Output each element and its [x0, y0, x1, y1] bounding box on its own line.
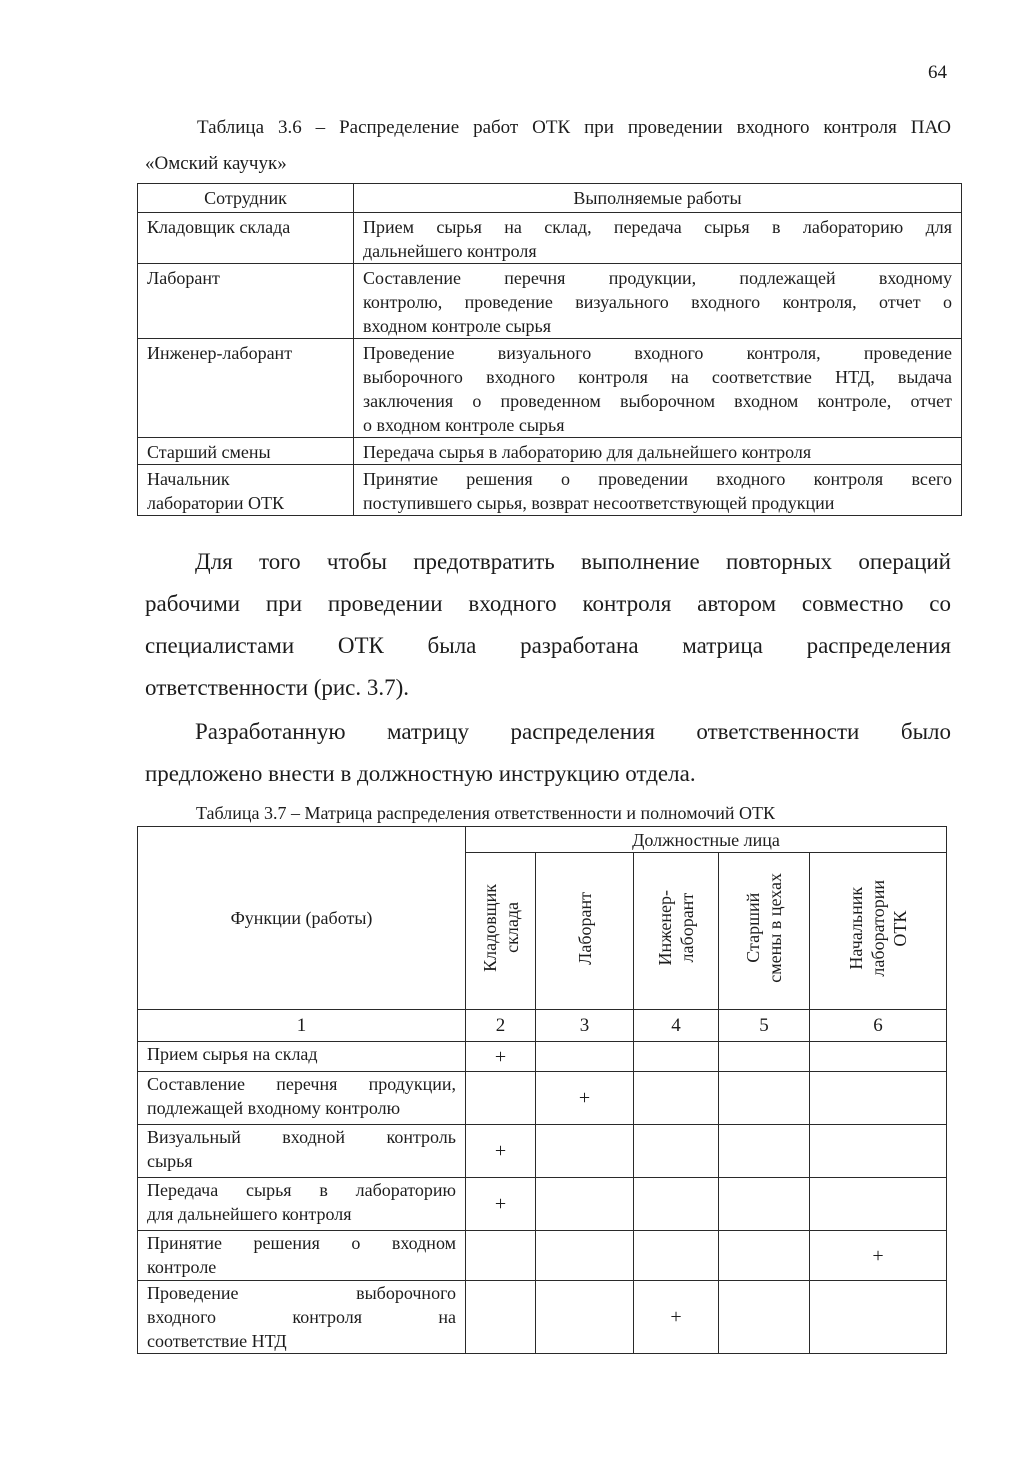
functions-header: Функции (работы): [138, 827, 466, 1010]
role-label: [742, 873, 786, 983]
work-line: поступившего сырья, возврат несоответствующей продукции: [363, 493, 835, 513]
responsibility-mark: [536, 1178, 634, 1231]
work-line: выборочного входного контроля на соответствие НТД, выдача: [363, 367, 952, 387]
responsibility-mark: [719, 1125, 810, 1178]
table-row: [138, 1125, 947, 1178]
role-line: Инженер-: [655, 890, 675, 966]
role-line: Лаборант: [574, 891, 595, 965]
table1-caption-line1: Таблица 3.6 – Распределение работ ОТК при проведении входного контроля ПАО: [197, 117, 951, 138]
responsibility-matrix-table: [137, 826, 947, 1354]
work-cell: [354, 339, 962, 438]
paragraph-line: Для того чтобы предотвратить выполнение повторных операций: [195, 549, 951, 574]
table2-caption: Таблица 3.7 – Матрица распределения ответственности и полномочий ОТК: [196, 803, 775, 823]
responsibility-mark: [810, 1178, 947, 1231]
employee-cell: Лаборант: [138, 264, 354, 339]
role-line: лаборант: [677, 893, 697, 963]
table1-header-row: [138, 184, 962, 213]
responsibility-mark: [719, 1178, 810, 1231]
work-line: Принятие решения о проведении входного контроля всего: [363, 469, 952, 489]
employee-cell: Старший смены: [138, 438, 354, 465]
work-cell: [354, 213, 962, 264]
column-number: 3: [536, 1010, 634, 1042]
table1-caption-line2: «Омский каучук»: [145, 153, 287, 174]
role-header-lab-assistant: [536, 853, 634, 1010]
function-cell: [138, 1042, 466, 1072]
table-row: [138, 465, 962, 516]
responsibility-mark: +: [466, 1178, 536, 1231]
matrix-header-row: [138, 827, 947, 853]
table-row: [138, 339, 962, 438]
responsibility-mark: [719, 1072, 810, 1125]
paragraph-line: предложено внести в должностную инструкцию отдела.: [145, 761, 696, 786]
page-number: 64: [928, 62, 947, 83]
role-line: лаборатории: [868, 879, 888, 977]
function-line: для дальнейшего контроля: [147, 1204, 352, 1224]
role-label: [574, 892, 596, 965]
function-line: подлежащей входному контролю: [147, 1098, 401, 1118]
responsibility-mark: [634, 1042, 719, 1072]
paragraph-line: Разработанную матрицу распределения ответственности было: [195, 719, 951, 744]
function-line: Принятие решения о входном: [147, 1233, 456, 1253]
table-row: [138, 264, 962, 339]
function-line: Прием сырья на склад: [147, 1044, 318, 1064]
table1-header-work: Выполняемые работы: [354, 184, 962, 213]
work-line: контролю, проведение визуального входного контроля, отчет о: [363, 292, 952, 312]
officials-header: Должностные лица: [466, 827, 947, 853]
function-line: Передача сырья в лабораторию: [147, 1180, 456, 1200]
paragraph-line: рабочими при проведении входного контроля автором совместно со: [145, 591, 951, 616]
role-label: [654, 890, 698, 965]
work-line: входном контроле сырья: [363, 316, 551, 336]
employee-cell: Инженер-лаборант: [138, 339, 354, 438]
role-header-lab-head: [810, 853, 947, 1010]
function-line: Составление перечня продукции,: [147, 1074, 456, 1094]
responsibility-mark: +: [634, 1281, 719, 1354]
table-row: [138, 438, 962, 465]
paragraph-2: [145, 711, 951, 795]
work-distribution-table: [137, 183, 962, 516]
responsibility-mark: [810, 1125, 947, 1178]
column-number: 4: [634, 1010, 719, 1042]
work-cell: [354, 264, 962, 339]
work-line: Прием сырья на склад, передача сырья в лабораторию для: [363, 217, 952, 237]
work-line: заключения о проведенном выборочном входном контроле, отчет: [363, 391, 952, 411]
work-line: дальнейшего контроля: [363, 241, 537, 261]
responsibility-mark: [634, 1231, 719, 1281]
table1-caption: [145, 110, 951, 182]
role-header-storekeeper: [466, 853, 536, 1010]
responsibility-mark: [634, 1178, 719, 1231]
responsibility-mark: [466, 1072, 536, 1125]
work-line: Передача сырья в лабораторию для дальнейшего контроля: [363, 442, 812, 462]
table1-header-employee: Сотрудник: [138, 184, 354, 213]
responsibility-mark: +: [466, 1042, 536, 1072]
function-cell: [138, 1178, 466, 1231]
responsibility-mark: +: [466, 1125, 536, 1178]
table-row: [138, 213, 962, 264]
function-line: Проведение выборочного: [147, 1283, 456, 1303]
role-label: [845, 880, 911, 977]
role-line: смены в цехах: [765, 873, 785, 983]
column-number: 5: [719, 1010, 810, 1042]
function-cell: [138, 1072, 466, 1125]
role-line: склада: [501, 902, 522, 954]
responsibility-mark: [810, 1281, 947, 1354]
employee-line: Начальник: [147, 469, 230, 489]
function-line: контроле: [147, 1257, 217, 1277]
employee-cell: [138, 465, 354, 516]
responsibility-mark: [536, 1231, 634, 1281]
function-cell: [138, 1281, 466, 1354]
work-line: Составление перечня продукции, подлежащей входному: [363, 268, 952, 288]
role-line: Кладовщик: [479, 884, 500, 972]
function-cell: [138, 1231, 466, 1281]
table-row: [138, 1231, 947, 1281]
role-header-engineer: [634, 853, 719, 1010]
function-cell: [138, 1125, 466, 1178]
function-line: Визуальный входной контроль: [147, 1127, 456, 1147]
responsibility-mark: [719, 1281, 810, 1354]
table-row: [138, 1072, 947, 1125]
work-line: о входном контроле сырья: [363, 415, 565, 435]
responsibility-mark: +: [536, 1072, 634, 1125]
responsibility-mark: [536, 1281, 634, 1354]
work-line: Проведение визуального входного контроля, проведение: [363, 343, 952, 363]
matrix-body: [138, 1042, 947, 1354]
responsibility-mark: [634, 1125, 719, 1178]
responsibility-mark: [810, 1042, 947, 1072]
paragraph-line: ответственности (рис. 3.7).: [145, 675, 410, 700]
column-number-row: [138, 1010, 947, 1042]
role-line: ОТК: [890, 910, 910, 946]
responsibility-mark: [536, 1042, 634, 1072]
responsibility-mark: [466, 1231, 536, 1281]
column-number: 2: [466, 1010, 536, 1042]
column-number: 1: [138, 1010, 466, 1042]
employee-line: лаборатории ОТК: [147, 493, 285, 513]
function-line: соответствие НТД: [147, 1331, 287, 1351]
function-line: сырья: [147, 1151, 193, 1171]
role-label: [479, 884, 523, 972]
paragraph-1: [145, 541, 951, 709]
work-cell: [354, 438, 962, 465]
responsibility-mark: [634, 1072, 719, 1125]
responsibility-mark: [466, 1281, 536, 1354]
table-row: [138, 1178, 947, 1231]
responsibility-mark: [810, 1072, 947, 1125]
function-line: входного контроля на: [147, 1307, 456, 1327]
table-row: [138, 1281, 947, 1354]
employee-cell: Кладовщик склада: [138, 213, 354, 264]
table-row: [138, 1042, 947, 1072]
paragraph-line: специалистами ОТК была разработана матрица распределения: [145, 633, 951, 658]
role-line: Старший: [743, 893, 763, 963]
work-cell: [354, 465, 962, 516]
responsibility-mark: [719, 1231, 810, 1281]
responsibility-mark: [536, 1125, 634, 1178]
role-line: Начальник: [846, 886, 866, 970]
responsibility-mark: +: [810, 1231, 947, 1281]
column-number: 6: [810, 1010, 947, 1042]
responsibility-mark: [719, 1042, 810, 1072]
role-header-shift-lead: [719, 853, 810, 1010]
